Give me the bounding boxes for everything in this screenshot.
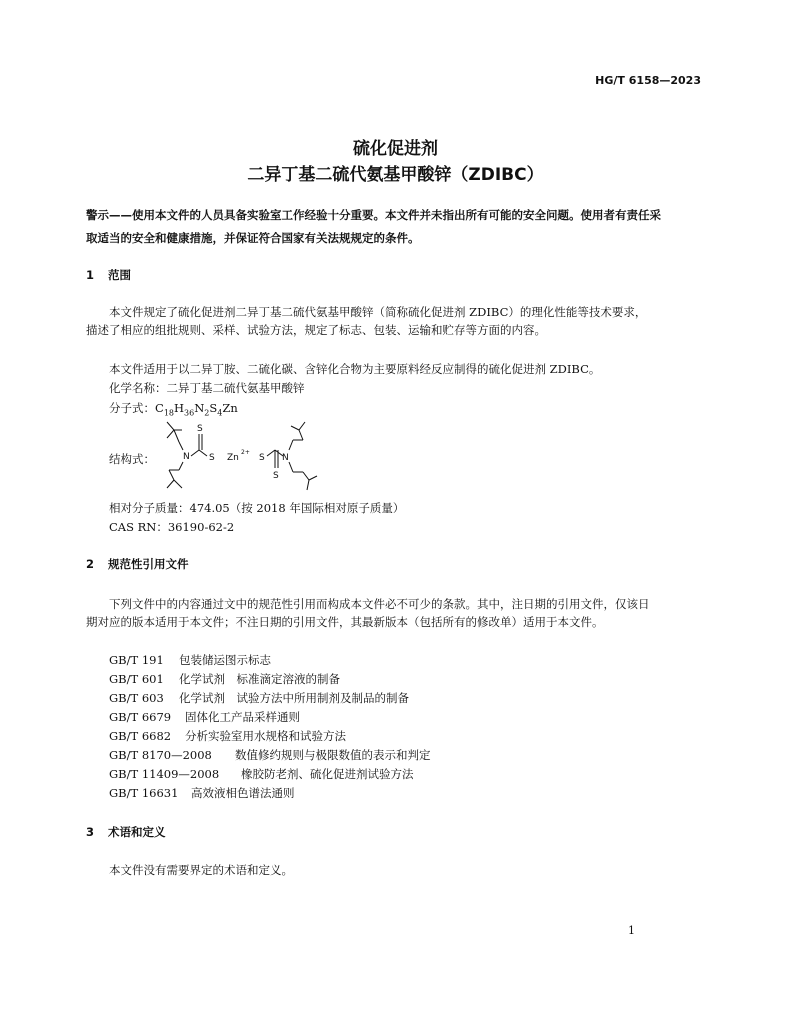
structural-formula-diagram <box>155 418 355 494</box>
scope-paragraph-2: 本文件适用于以二异丁胺、二硫化碳、含锌化合物为主要原料经反应制得的硫化促进剂 ZDIBC。 <box>109 362 601 376</box>
standard-number: HG/T 6158—2023 <box>595 74 701 87</box>
section-number: 1 <box>86 268 95 282</box>
document-title-line1: 硫化促进剂 <box>353 139 438 159</box>
zn-charge: 2+ <box>241 449 250 456</box>
structure-label: 结构式： <box>109 452 155 466</box>
section-title: 术语和定义 <box>108 825 166 839</box>
atom-zn: Zn <box>227 453 239 463</box>
atom-n-left: N <box>183 452 190 462</box>
section-2-heading <box>86 556 189 572</box>
reference-item: GB/T 603 化学试剂 试验方法中所用制剂及制品的制备 <box>109 691 409 705</box>
chemical-name: 二异丁基二硫代氨基甲酸锌 <box>166 381 305 395</box>
reference-item: GB/T 191 包装储运图示标志 <box>109 653 271 667</box>
formula-label: 分子式： <box>109 401 155 415</box>
page-number: 1 <box>628 924 635 937</box>
safety-warning: 警示——使用本文件的人员具备实验室工作经验十分重要。本文件并未指出所有可能的安全问题。使用者有责任采取适当的安全和健康措施，并保证符合国家有关法规规定的条件。 <box>86 208 661 245</box>
section-title: 规范性引用文件 <box>108 557 189 571</box>
left-isobutyl-upper-bond <box>167 422 174 438</box>
mw-value: 474.05（按 2018 年国际相对原子质量） <box>189 501 405 515</box>
atom-s-right: S <box>259 453 265 463</box>
chemical-name-label: 化学名称： <box>109 381 167 395</box>
section-number: 2 <box>86 557 95 571</box>
formula: $C_{18}H_{36}N_2S_4Zn$ <box>155 401 238 418</box>
section-1-heading <box>86 267 131 283</box>
atom-s-left: S <box>209 453 215 463</box>
reference-item: GB/T 8170—2008 数值修约规则与极限数值的表示和判定 <box>109 748 431 762</box>
section-title: 范围 <box>108 268 132 282</box>
cas-line <box>109 519 234 535</box>
reference-item: GB/T 6679 固体化工产品采样通则 <box>109 710 300 724</box>
atom-s-top-left: S <box>197 424 203 434</box>
molecular-formula-line <box>109 400 238 417</box>
reference-item: GB/T 6682 分析实验室用水规格和试验方法 <box>109 729 346 743</box>
section-number: 3 <box>86 825 95 839</box>
mw-label: 相对分子质量： <box>109 501 190 515</box>
reference-item: GB/T 16631 高效液相色谱法通则 <box>109 786 295 800</box>
cas-value: 36190-62-2 <box>167 520 235 534</box>
molecular-weight-line <box>109 500 404 516</box>
document-title-line2: 二异丁基二硫代氨基甲酸锌（ZDIBC） <box>247 165 544 185</box>
normative-references-paragraph: 下列文件中的内容通过文中的规范性引用而构成本文件必不可少的条款。其中，注日期的引用文件，仅该日期对应的版本适用于本文件；不注日期的引用文件，其最新版本（包括所有的修改单）适用于本文件。 <box>86 597 650 629</box>
reference-item: GB/T 601 化学试剂 标准滴定溶液的制备 <box>109 672 340 686</box>
reference-item: GB/T 11409—2008 橡胶防老剂、硫化促进剂试验方法 <box>109 767 414 781</box>
scope-paragraph-1: 本文件规定了硫化促进剂二异丁基二硫代氨基甲酸锌（简称硫化促进剂 ZDIBC）的理化性能等技术要求，描述了相应的组批规则、采样、试验方法，规定了标志、包装、运输和贮存等方面的内容。 <box>86 305 647 337</box>
atom-s-bottom-right: S <box>273 471 279 481</box>
atom-n-right: N <box>282 453 289 463</box>
terms-paragraph: 本文件没有需要界定的术语和定义。 <box>109 863 293 877</box>
section-3-heading <box>86 824 166 840</box>
cas-label: CAS RN： <box>109 520 168 534</box>
chemical-name-line <box>109 380 305 396</box>
